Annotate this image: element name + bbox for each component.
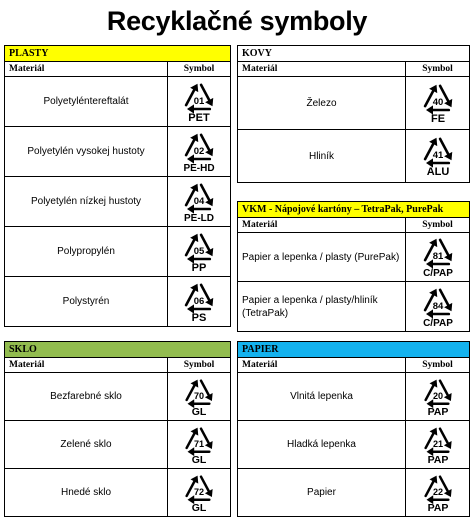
svg-text:70: 70: [193, 390, 205, 401]
svg-text:22: 22: [432, 486, 443, 497]
svg-text:40: 40: [432, 97, 443, 108]
material-name: Hliník: [238, 130, 406, 183]
svg-text:PAP: PAP: [427, 501, 448, 514]
material-name: Papier a lepenka / plasty (PurePak): [238, 233, 406, 282]
material-name: Vlnitá lepenka: [238, 373, 406, 421]
recycling-symbol-icon: [412, 80, 464, 126]
recycling-symbol-icon: [174, 471, 224, 515]
material-name: Železo: [238, 77, 406, 130]
section-header: KOVY: [238, 46, 470, 62]
column-header-material: Materiál: [238, 218, 406, 233]
column-header-symbol: Symbol: [406, 358, 470, 373]
svg-text:84: 84: [432, 300, 443, 312]
material-name: Polystyrén: [5, 277, 168, 327]
material-name: Papier: [238, 469, 406, 517]
material-name: Zelené sklo: [5, 421, 168, 469]
svg-text:PET: PET: [188, 111, 210, 124]
material-name: Polypropylén: [5, 227, 168, 277]
recycling-symbol-icon: [173, 79, 225, 125]
recycling-symbol-icon: [412, 234, 464, 280]
svg-text:04: 04: [193, 195, 205, 207]
svg-text:41: 41: [432, 150, 443, 161]
svg-text:05: 05: [193, 245, 205, 257]
column-header-symbol: Symbol: [406, 62, 470, 77]
section-sklo: [4, 341, 231, 517]
svg-text:FE: FE: [430, 113, 445, 125]
svg-text:20: 20: [432, 390, 443, 401]
section-vkm: [237, 201, 470, 332]
section-papier: [237, 341, 470, 517]
section-kovy: [237, 45, 470, 183]
svg-text:PE-LD: PE-LD: [184, 212, 214, 224]
svg-text:C/PAP: C/PAP: [422, 317, 453, 329]
material-name: Papier a lepenka / plasty/hliník (TetraPak): [238, 282, 406, 332]
recycling-symbol-icon: [174, 375, 224, 419]
recycling-symbol-icon: [173, 129, 225, 175]
svg-text:PAP: PAP: [427, 405, 448, 418]
svg-text:PS: PS: [191, 311, 207, 324]
svg-text:71: 71: [193, 438, 205, 449]
svg-text:01: 01: [193, 95, 205, 107]
svg-text:PAP: PAP: [427, 453, 448, 466]
column-header-symbol: Symbol: [406, 218, 470, 233]
page-title: Recyklačné symboly: [106, 6, 368, 36]
material-name: Hladká lepenka: [238, 421, 406, 469]
svg-text:GL: GL: [191, 405, 207, 418]
svg-text:C/PAP: C/PAP: [422, 268, 453, 279]
recycling-symbol-icon: [174, 423, 224, 467]
svg-text:02: 02: [193, 145, 205, 157]
material-name: Polyetyléntereftalát: [5, 77, 168, 127]
section-header: VKM - Nápojové kartóny – TetraPak, PurePak: [238, 202, 470, 218]
column-header-symbol: Symbol: [168, 358, 231, 373]
section-plasty: [4, 45, 231, 327]
svg-text:72: 72: [193, 486, 205, 497]
svg-text:PP: PP: [191, 261, 207, 274]
material-name: Polyetylén vysokej hustoty: [5, 127, 168, 177]
recycling-symbol-icon: [173, 229, 225, 275]
svg-text:06: 06: [193, 295, 205, 307]
recycling-symbol-icon: [412, 284, 464, 330]
column-header-material: Materiál: [5, 358, 168, 373]
recycling-symbol-icon: [173, 179, 225, 225]
recycling-symbol-icon: [173, 279, 225, 325]
material-name: Hnedé sklo: [5, 469, 168, 517]
column-header-symbol: Symbol: [168, 62, 231, 77]
svg-text:GL: GL: [191, 453, 207, 466]
section-header: SKLO: [5, 342, 231, 358]
column-header-material: Materiál: [238, 358, 406, 373]
column-header-material: Materiál: [238, 62, 406, 77]
column-header-material: Materiál: [5, 62, 168, 77]
svg-text:GL: GL: [191, 501, 207, 514]
material-name: Polyetylén nízkej hustoty: [5, 177, 168, 227]
recycling-symbol-icon: [413, 375, 463, 419]
material-name: Bezfarebné sklo: [5, 373, 168, 421]
section-header: PAPIER: [238, 342, 470, 358]
recycling-symbol-icon: [413, 423, 463, 467]
svg-text:21: 21: [432, 438, 443, 449]
svg-text:81: 81: [432, 251, 443, 262]
section-header: PLASTY: [5, 46, 231, 62]
svg-text:PE-HD: PE-HD: [183, 162, 215, 174]
recycling-symbol-icon: [412, 133, 464, 179]
svg-text:ALU: ALU: [426, 166, 449, 178]
recycling-symbol-icon: [413, 471, 463, 515]
